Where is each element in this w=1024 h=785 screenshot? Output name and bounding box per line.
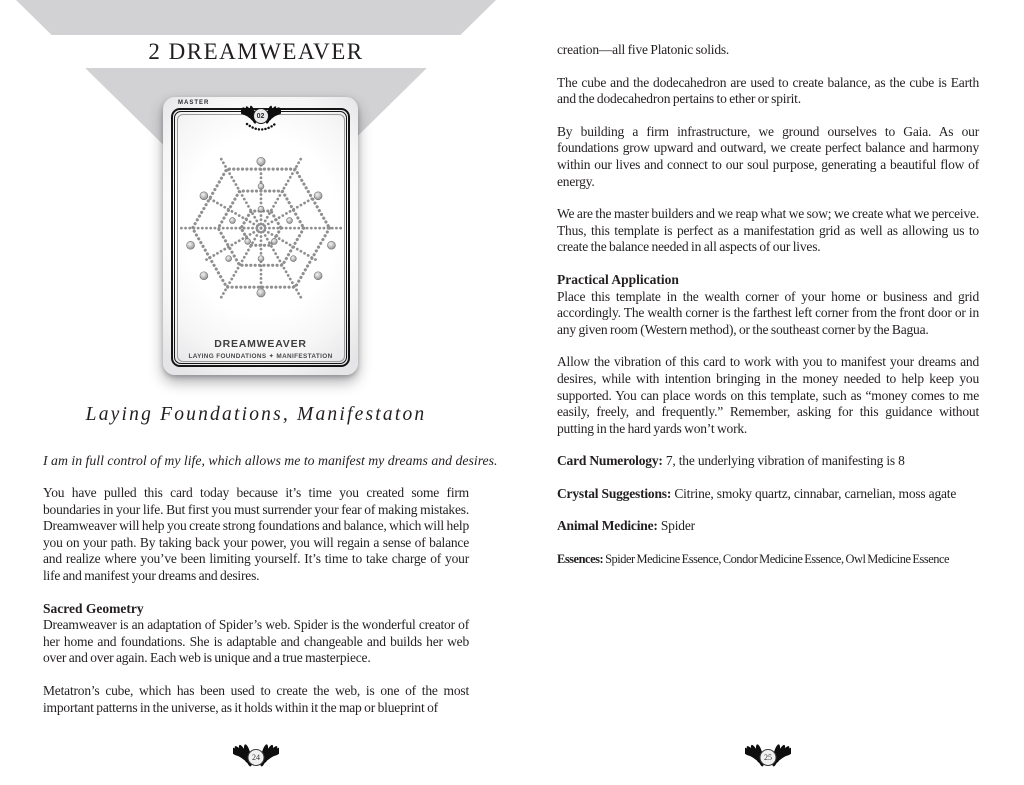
attribute-label: Essences: [557,552,604,567]
paragraph: Metatron’s cube, which has been used to create the web, is one of the most important patterns in the universe, as it holds within it the map or blueprint of [43,682,469,715]
card-number: 02 [253,108,269,124]
page-number: 25 [760,749,777,766]
paragraph: We are the master builders and we reap what we sow; we create what we perceive. Thus, this template is perfect as a manifestation grid as well as allowing us to create the balance needed in all aspects of our lives. [557,206,979,255]
sacred-geometry-heading: Sacred Geometry [43,600,144,616]
attribute-label: Animal Medicine: [557,518,658,534]
page-number-emblem [741,741,795,775]
chapter-title-band [0,35,512,68]
card-tagline: LAYING FOUNDATIONS ✦ MANIFESTATION [188,353,333,360]
chapter-title: 2 DREAMWEAVER [148,38,364,64]
card-number-badge [238,102,284,136]
page-number-emblem [229,741,283,775]
essences-row [557,551,979,568]
paragraph: By building a firm infrastructure, we ground ourselves to Gaia. As our foundations grow upward and outward, we create perfect balance and harmony within our lives and connect to our soul purpose, generating a beautiful flow of energy. [557,123,979,189]
paragraph: Place this template in the wealth corner of your home or business and grid accordingly. The wealth corner is the farthest left corner from the front door or in any given room (Western method), or the southeast corner by the Bagua. [557,288,979,337]
attribute-value: Spider Medicine Essence, Condor Medicine Essence, Owl Medicine Essence [605,552,950,567]
attribute-value: 7, the underlying vibration of manifesting is 8 [665,453,905,469]
right-page-text-column [557,42,979,568]
card-name: DREAMWEAVER [214,338,307,350]
card-numerology-row [557,453,979,470]
left-page-text-column [43,404,498,716]
crystal-suggestions-row [557,486,979,503]
paragraph: Dreamweaver is an adaptation of Spider’s web. Spider is the wonderful creator of her home and foundations. She is adaptable and changeable and builds her web over and over again. Each web is unique and a true masterpiece. [43,617,469,666]
paragraph: The cube and the dodecahedron are used to create balance, as the cube is Earth and the dodecahedron pertains to ether or spirit. [557,74,979,107]
affirmation-text: I am in full control of my life, which allows me to manifest my dreams and desires. [43,453,498,468]
attribute-label: Card Numerology: [557,453,663,469]
section-title: Laying Foundations, Manifestaton [85,404,427,425]
oracle-card [163,97,358,375]
practical-application-heading: Practical Application [557,271,679,287]
attribute-label: Crystal Suggestions: [557,485,672,501]
paragraph: creation—all five Platonic solids. [557,42,730,57]
spider-web-illustration [175,152,347,310]
paragraph: You have pulled this card today because it’s time you created some firm boundaries in your life. But first you must surrender your fear of making mistakes. Dreamweaver will help you create strong foundations and balance, which will help you on your path. By taking back your power, you will regain a sense of balance and realize where you’ve been limiting yourself. It’s time to take charge of your life and manifest your dreams and desires. [43,485,469,583]
page-number: 24 [248,749,265,766]
attribute-value: Citrine, smoky quartz, cinnabar, carnelian, moss agate [674,485,957,501]
card-deck-label: MASTER [178,100,210,106]
attribute-value: Spider [660,518,695,534]
animal-medicine-row [557,518,979,535]
paragraph: Allow the vibration of this card to work with you to manifest your dreams and desires, while with intention bringing in the money needed to help keep you supported. You can place words on this template, such as “money comes to me easily, freely, and frequently.” Remember, asking for this guidance without putting in the hard yards won’t work. [557,354,979,436]
